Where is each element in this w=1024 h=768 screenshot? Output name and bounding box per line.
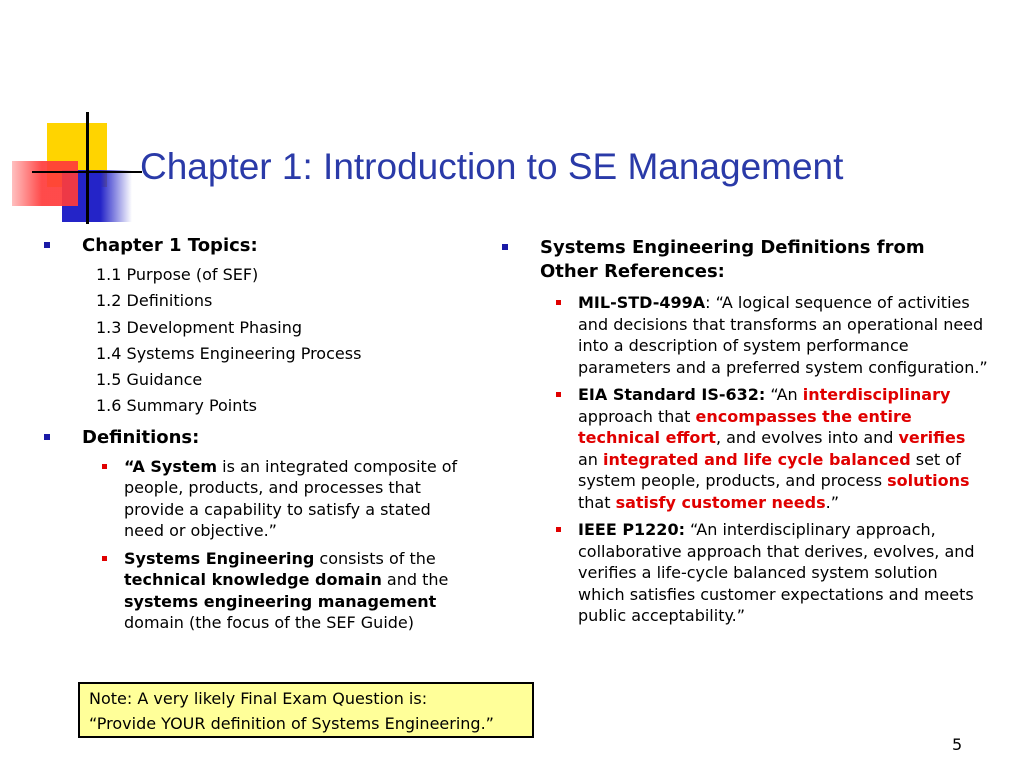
bullet-marker [556,527,561,532]
ref-eia-text: set of system people, products, and process [578,449,961,490]
ref-eia-highlight: solutions [887,471,970,490]
note-line-1: Note: A very likely Final Exam Question is: [89,689,428,708]
logo-horizontal-line [32,171,142,173]
ref-eia-highlight: satisfy customer needs [615,492,826,512]
ref-eia-label: EIA Standard IS-632: [578,385,766,404]
bullet-marker [556,300,561,305]
references-list [548,292,1002,627]
def-system-text: is an integrated composite of people, products, and processes that provide a capability to satisfy a stated need or objective.” [124,456,458,541]
red-square [12,161,78,206]
ref-eia-highlight: verifies [898,428,966,447]
definition-system [86,456,464,542]
topics-heading: Chapter 1 Topics: [82,235,258,256]
ref-ieee-text: “An interdisciplinary approach, collaborative approach that derives, evolves, and verifies a life-cycle balanced system solution which satisfies customer expectations and meets public acceptability.” [578,520,975,625]
references-bullet [502,236,980,284]
ref-eia-text: , and evolves into and [715,428,899,447]
ref-eia-text: an [578,449,604,469]
ref-eia-text: that [578,492,616,512]
topic-item: 1.3 Development Phasing [96,317,302,337]
reference-ieee [540,519,988,627]
reference-eia [540,384,988,513]
def-se-text: consists of the [314,548,436,568]
ref-mil-text: : “A logical sequence of activities and decisions that transforms an operational need into a description of system performance parameters and a preferred system configuration.” [578,293,988,377]
ref-eia-highlight: integrated and life cycle balanced [603,449,911,469]
definitions-bullet [44,426,474,450]
bullet-marker [102,556,107,561]
bullet-marker [556,392,561,397]
topics-list [96,262,474,420]
ref-ieee-label: IEEE P1220: [578,520,685,539]
def-system-term: “A System [124,456,218,476]
def-se-term: Systems Engineering [124,548,315,568]
logo-vertical-line [86,112,89,224]
slide-title: Chapter 1: Introduction to SE Management [140,146,844,187]
def-se-term: technical knowledge domain [124,570,382,590]
note-line-2: “Provide YOUR definition of Systems Engineering.” [89,714,494,733]
ref-eia-text: .” [825,492,839,512]
bullet-marker [102,464,107,469]
def-se-text: and the [381,570,449,590]
ref-eia-text: approach that [578,406,696,426]
ref-eia-highlight: interdisciplinary [802,385,951,404]
bullet-marker [502,244,508,250]
topic-item: 1.1 Purpose (of SEF) [96,265,259,284]
decorative-logo [0,0,140,240]
topic-item: 1.5 Guidance [96,370,203,390]
def-se-text: domain (the focus of the SEF Guide) [124,613,415,633]
ref-eia-highlight: encompasses the entire technical effort [578,406,912,447]
left-column [44,234,474,640]
right-column [502,236,1002,633]
ref-mil-label: MIL-STD-499A [578,293,706,312]
topics-bullet [44,234,474,258]
def-se-term: systems engineering management [124,591,437,611]
page-number: 5 [952,735,963,754]
topic-item: 1.2 Definitions [96,291,213,311]
bullet-marker [44,242,50,248]
definition-se [86,548,464,634]
topic-item: 1.4 Systems Engineering Process [96,343,362,363]
definitions-heading: Definitions: [82,426,200,448]
references-heading: Systems Engineering Definitions from Other References: [540,237,925,282]
topic-item: 1.6 Summary Points [96,396,257,416]
ref-eia-text: “An [765,385,803,404]
exam-note-box [78,682,534,738]
definitions-list [90,456,474,634]
reference-mil-std [540,292,988,378]
bullet-marker [44,434,50,440]
